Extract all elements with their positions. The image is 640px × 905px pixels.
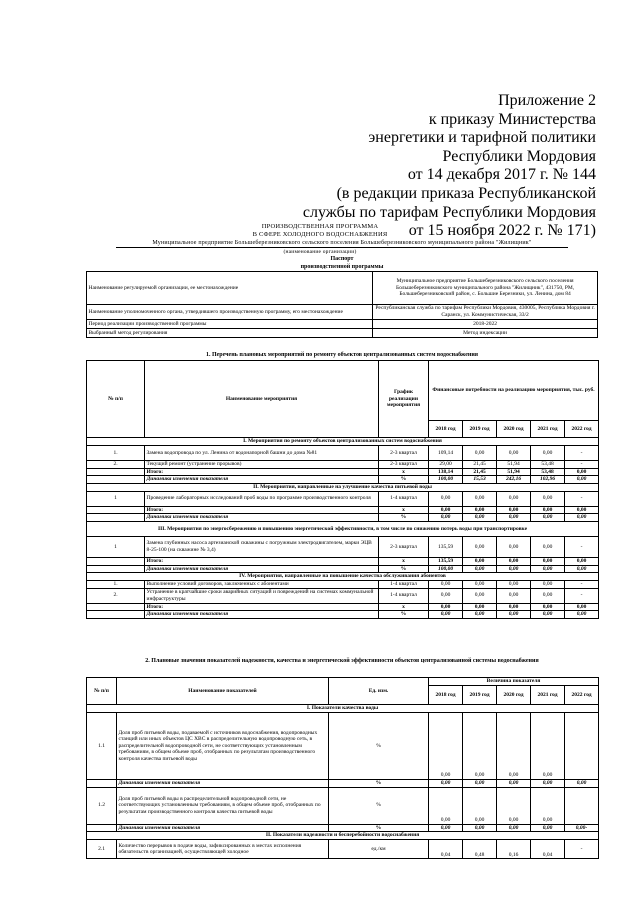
dynamics-row	[87, 514, 599, 522]
dynamics-value: 0,00	[531, 824, 565, 832]
group-title: I. Мероприятия по ремонту объектов централизованных систем водоснабжения	[87, 438, 599, 446]
dynamics-value: 0,00	[565, 476, 599, 484]
row-value: 51,94	[497, 461, 531, 469]
dynamics-value: 0,00	[463, 565, 497, 573]
header-line: Приложение 2	[498, 92, 596, 109]
row-value: -	[565, 581, 599, 589]
year-header: 2020 год	[497, 420, 531, 437]
dynamics-unit: %	[329, 780, 429, 788]
dynamics-row	[87, 611, 599, 619]
dynamics-value: 102,96	[531, 476, 565, 484]
col-name-header: Наименование мероприятия	[145, 361, 379, 438]
dynamics-value: 0,00-	[565, 824, 599, 832]
organization-name: Муниципальное предприятие Большеберезниковского сельского поселения Большеберезниковского муниципального района "Жилищник"	[116, 239, 568, 248]
row-value: 0,04	[531, 840, 565, 859]
total-value: 0,00	[463, 603, 497, 611]
total-value: 0,00	[531, 557, 565, 565]
passport-label: Период реализации производственной программы	[87, 320, 373, 329]
dynamics-value: 0,00	[565, 565, 599, 573]
dynamics-value: 0,00	[565, 514, 599, 522]
header-line: от 15 ноября 2022 г. № 171)	[408, 222, 596, 240]
dynamics-label: Динамика изменения показателя	[145, 476, 379, 484]
total-value: 0,00	[565, 557, 599, 565]
row-value: 0,00	[531, 588, 565, 603]
total-row	[87, 557, 599, 565]
table-row	[87, 787, 599, 824]
group-title: IV. Мероприятия, направленные на повышение качества обслуживания абонентов	[87, 573, 599, 581]
row-value: 21,45	[463, 461, 497, 469]
row-name: Замена водопровода по ул. Ленина от водонапорной башни до дома №81	[145, 446, 379, 461]
dynamics-row	[87, 824, 599, 832]
row-value: 0,00	[429, 713, 463, 780]
year-header: 2020 год	[497, 686, 531, 705]
row-schedule: 2-3 квартал	[379, 461, 429, 469]
dynamics-value: 100,00	[429, 565, 463, 573]
total-value: 51,94	[497, 468, 531, 476]
col-num-header: № п/п	[87, 361, 145, 438]
total-value: 0,00	[565, 603, 599, 611]
total-value: 135,59	[429, 557, 463, 565]
row-value: 0,00	[497, 446, 531, 461]
total-value: 0,00	[497, 557, 531, 565]
header-line: (в редакции приказа Республиканской	[336, 184, 596, 202]
row-value: 0,00	[463, 588, 497, 603]
total-value: 0,00	[531, 506, 565, 514]
total-label: Итого:	[145, 506, 379, 514]
dynamics-value: 0,00	[497, 611, 531, 619]
row-value	[565, 713, 599, 780]
dynamics-unit: %	[379, 565, 429, 573]
year-header: 2018 год	[429, 686, 463, 705]
row-value: 0,00	[531, 536, 565, 557]
row-number: 2.1	[87, 840, 117, 859]
total-value: 0,00	[429, 506, 463, 514]
group-title: I. Показатели качества воды	[87, 705, 599, 713]
row-number: 1	[87, 491, 145, 506]
col-unit-header: Ед. изм.	[329, 678, 429, 705]
dynamics-label: Динамика изменения показателя	[117, 780, 329, 788]
dynamics-value: 0,00	[531, 780, 565, 788]
row-name: Проведение лабораторных исследований проб воды по программе производственного контроля	[145, 491, 379, 506]
section2-title: 2. Плановые значения показателей надежности, качества и энергетической эффективности объектов централизованной системы водоснабжения	[145, 658, 539, 664]
row-value: 0,00	[463, 491, 497, 506]
row-value: 0,00	[531, 713, 565, 780]
passport-table	[86, 271, 598, 338]
header-line: энергетики и тарифной политики	[368, 129, 596, 147]
dynamics-value: 0,00	[531, 514, 565, 522]
row-value: 0,00	[497, 787, 531, 824]
total-unit: х	[379, 557, 429, 565]
row-value: 135,59	[429, 536, 463, 557]
dynamics-value: 0,00	[463, 514, 497, 522]
passport-value: Метод индексации	[373, 329, 598, 338]
year-header: 2022 год	[565, 686, 599, 705]
dynamics-value: 0,00	[497, 565, 531, 573]
dynamics-label: Динамика изменения показателя	[145, 611, 379, 619]
row-value: 0,48	[463, 840, 497, 859]
total-value: 0,00	[531, 603, 565, 611]
dynamics-row	[87, 565, 599, 573]
dynamics-label: Динамика изменения показателя	[117, 824, 329, 832]
row-value: 0,00	[497, 588, 531, 603]
col-name-header: Наименование показателей	[117, 678, 329, 705]
dynamics-value: 100,00	[429, 476, 463, 484]
row-value: 0,00	[429, 491, 463, 506]
dynamics-value: 0,00	[531, 611, 565, 619]
col-schedule-header: График реализации мероприятия	[379, 361, 429, 438]
table-row	[87, 581, 599, 589]
row-schedule: 1-4 квартал	[379, 491, 429, 506]
row-schedule: 1-4 квартал	[379, 588, 429, 603]
table-row	[87, 461, 599, 469]
row-name: Замена глубинных насоса артезианской скважины с погружным электродвигателем, марки ЭЦВ 8-25-100 (на скважине № 3,4)	[145, 536, 379, 557]
row-value: 0,00	[463, 581, 497, 589]
year-header: 2022 год	[565, 420, 599, 437]
row-value: -	[565, 446, 599, 461]
row-value: 0,04	[429, 840, 463, 859]
total-value: 0,00	[463, 557, 497, 565]
header-line: к приказу Министерства	[428, 110, 596, 128]
table-row	[87, 713, 599, 780]
passport-row	[87, 305, 598, 320]
row-unit: %	[329, 713, 429, 780]
dynamics-value: 0,00	[463, 824, 497, 832]
group-title: III. Мероприятия по энергосбережению и повышению энергетической эффективности, в том числе по снижению потерь воды при транспортировке	[87, 521, 599, 536]
row-value: -	[565, 536, 599, 557]
row-value	[565, 787, 599, 824]
row-value: 0,00	[497, 581, 531, 589]
row-schedule: 1-4 квартал	[379, 581, 429, 589]
organization-caption: (наименование организации)	[283, 249, 357, 255]
col-value-header: Величина показателя	[429, 678, 599, 686]
dynamics-value: 0,00	[429, 514, 463, 522]
dynamics-value: 0,00	[497, 824, 531, 832]
table-row	[87, 491, 599, 506]
total-value: 0,00	[565, 506, 599, 514]
dynamics-value: 15,53	[463, 476, 497, 484]
row-value: 53,48	[531, 461, 565, 469]
dynamics-unit: %	[379, 514, 429, 522]
year-header: 2021 год	[531, 420, 565, 437]
row-value: 0,00	[531, 787, 565, 824]
passport-value: Муниципальное предприятие Большеберезниковского сельского поселения Большеберезниковского муниципального района "Жилищник", 431750, РМ, Большеберезниковский район, с. Большие Березники, ул. Ленина, дом 84	[373, 272, 598, 305]
dynamics-unit: %	[379, 611, 429, 619]
row-name: Текущий ремонт (устранение прорывов)	[145, 461, 379, 469]
row-value: 29,00	[429, 461, 463, 469]
header-line: от 14 декабря 2017 г. № 144	[407, 166, 596, 184]
dynamics-value: 242,16	[497, 476, 531, 484]
dynamics-value: 0,00	[463, 611, 497, 619]
dynamics-value: 0,00	[497, 780, 531, 788]
appendix-header	[216, 92, 596, 241]
col-fin-header: Финансовые потребности на реализацию мероприятия, тыс. руб.	[429, 361, 599, 421]
total-value: 0,00	[429, 603, 463, 611]
total-value: 0,00	[463, 506, 497, 514]
row-number: 2.	[87, 461, 145, 469]
table-row	[87, 840, 599, 859]
row-value: 109,14	[429, 446, 463, 461]
col-num-header: № п/п	[87, 678, 117, 705]
row-value: 0,00	[463, 713, 497, 780]
dynamics-row	[87, 780, 599, 788]
passport-title: Паспорт	[330, 256, 354, 262]
row-value: 0,00	[497, 491, 531, 506]
total-unit: х	[379, 468, 429, 476]
total-value: 138,14	[429, 468, 463, 476]
row-name: Количество перерывов в подаче воды, зафиксированных в местах исполнения обязательств организацией, осуществляющей холодное	[117, 840, 329, 859]
dynamics-value: 0,00	[463, 780, 497, 788]
row-number: 1.2	[87, 787, 117, 824]
row-value: -	[565, 461, 599, 469]
total-unit: х	[379, 506, 429, 514]
total-row	[87, 506, 599, 514]
row-value: 0,00	[463, 787, 497, 824]
dynamics-value: 0,00	[565, 611, 599, 619]
passport-row	[87, 329, 598, 338]
passport-value: 2018-2022	[373, 320, 598, 329]
total-value: 53,48	[531, 468, 565, 476]
total-value: 0,00	[497, 506, 531, 514]
total-value: 21,45	[463, 468, 497, 476]
row-value: 0,00	[531, 581, 565, 589]
total-unit: х	[379, 603, 429, 611]
row-value: 0,00	[531, 491, 565, 506]
dynamics-value: 0,00	[565, 780, 599, 788]
row-value: 0,00	[429, 581, 463, 589]
total-row	[87, 603, 599, 611]
row-name: Доля проб питьевой воды, подаваемой с источников водоснабжения, водопроводных станций или иных объектов ЦС ХВС в распределительную водопроводную сеть, в распределительной водопроводной сети, не соответствующих установленным требованиям, в общем объеме проб, отобранных по результатам производственного контроля качества питьевой воды	[117, 713, 329, 780]
program-subtitle: В СФЕРЕ ХОЛОДНОГО ВОДОСНАБЖЕНИЯ	[252, 231, 388, 238]
row-number: 1.1	[87, 713, 117, 780]
passport-label: Наименование уполномоченного органа, утвердившего производственную программу, его местонахождение	[87, 305, 373, 320]
dynamics-label: Динамика изменения показателя	[145, 565, 379, 573]
row-schedule: 2-3 квартал	[379, 446, 429, 461]
dynamics-value: 0,00	[429, 611, 463, 619]
year-header: 2018 год	[429, 420, 463, 437]
year-header: 2021 год	[531, 686, 565, 705]
row-number: 1	[87, 536, 145, 557]
row-value: -	[565, 491, 599, 506]
row-number: 1.	[87, 581, 145, 589]
passport-label: Выбранный метод регулирования	[87, 329, 373, 338]
group-title: II. Мероприятия, направленные на улучшение качества питьевой воды	[87, 483, 599, 491]
total-label: Итого:	[145, 468, 379, 476]
row-name: Выполнение условий договоров, заключенных с абонентами	[145, 581, 379, 589]
row-value: 0,00	[463, 536, 497, 557]
program-title: ПРОИЗВОДСТВЕННАЯ ПРОГРАММА	[261, 223, 379, 230]
dynamics-value: 0,00	[429, 824, 463, 832]
row-value: 0,00	[463, 446, 497, 461]
row-value: 0,00	[429, 588, 463, 603]
row-number: 2.	[87, 588, 145, 603]
header-line: Республики Мордовия	[442, 147, 596, 165]
group-title: II. Показатели надежности и бесперебойности водоснабжения	[87, 832, 599, 840]
row-value: 0,16	[497, 840, 531, 859]
dynamics-value: 0,00	[429, 780, 463, 788]
dynamics-row	[87, 476, 599, 484]
passport-row	[87, 320, 598, 329]
dynamics-unit: %	[329, 824, 429, 832]
row-name: Доля проб питьевой воды в распределительной водопроводной сети, не соответствующих установленным требованиям, в общем объеме проб, отобранных по результатам производственного контроля качества питьевой воды	[117, 787, 329, 824]
total-label: Итого:	[145, 557, 379, 565]
row-value: -	[565, 840, 599, 859]
row-name: Устранение в кратчайшие сроки аварийных ситуаций и повреждений на системах коммунальной инфраструктуры	[145, 588, 379, 603]
table-row	[87, 536, 599, 557]
section1-title: 1. Перечень плановых мероприятий по ремонту объектов централизованных систем водоснабжения	[205, 352, 479, 358]
total-value: 0,00	[497, 603, 531, 611]
row-value: 0,00	[497, 713, 531, 780]
row-unit: %	[329, 787, 429, 824]
dynamics-label: Динамика изменения показателя	[145, 514, 379, 522]
table-row	[87, 446, 599, 461]
passport-row	[87, 272, 598, 305]
dynamics-value: 0,00	[531, 565, 565, 573]
row-schedule: 2-3 квартал	[379, 536, 429, 557]
repair-measures-table	[86, 360, 599, 619]
row-value: 0,00	[531, 446, 565, 461]
dynamics-unit: %	[379, 476, 429, 484]
row-value: 0,00	[497, 536, 531, 557]
total-label: Итого:	[145, 603, 379, 611]
row-value: 0,00	[429, 787, 463, 824]
passport-value: Республиканская служба по тарифам Республики Мордовия, 430005, Республика Мордовия г. Саранск, ул. Коммунистическая, 33/2	[373, 305, 598, 320]
indicators-table	[86, 677, 599, 859]
year-header: 2019 год	[463, 420, 497, 437]
total-row	[87, 468, 599, 476]
year-header: 2019 год	[463, 686, 497, 705]
dynamics-value: 0,00	[497, 514, 531, 522]
row-unit: ед./км	[329, 840, 429, 859]
row-number: 1.	[87, 446, 145, 461]
header-line: службы по тарифам Республики Мордовия	[302, 203, 596, 221]
passport-label: Наименование регулируемой организации, ее местонахождение	[87, 272, 373, 305]
total-value: 0,00	[565, 468, 599, 476]
passport-subtitle: производственной программы	[300, 264, 384, 270]
table-row	[87, 588, 599, 603]
row-value: -	[565, 588, 599, 603]
